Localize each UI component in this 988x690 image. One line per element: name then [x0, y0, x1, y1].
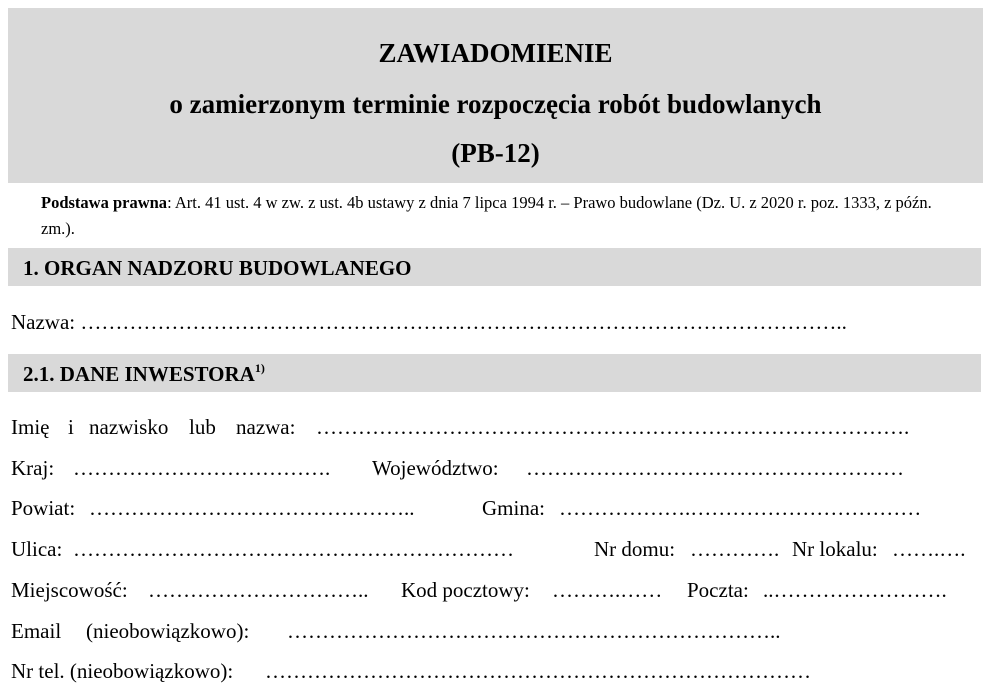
investor-name-label-word-3: nazwisko [89, 415, 169, 439]
country-label: Kraj: [11, 456, 55, 480]
organ-name-label: Nazwa: [11, 310, 76, 334]
organ-name-field[interactable]: ……………………………………………………………………………………………….. [80, 310, 847, 334]
section-2-1-header [8, 354, 981, 392]
post-office-field[interactable]: ..……………………. [763, 578, 947, 602]
section-2-1-title-text: 2.1. DANE INWESTORA [23, 362, 255, 386]
district-commune-row [11, 493, 983, 523]
email-field[interactable]: …………………………………………………………….. [287, 619, 781, 643]
email-label: Email [11, 619, 62, 643]
street-label: Ulica: [11, 537, 63, 561]
locality-row [11, 575, 983, 605]
postal-code-label: Kod pocztowy: [401, 578, 530, 602]
investor-name-field[interactable]: …………………………………………………………………………. [316, 415, 910, 439]
form-header [8, 8, 983, 183]
phone-label: Nr tel. (nieobowiązkowo): [11, 659, 234, 683]
email-row [11, 616, 983, 646]
postal-code-field[interactable]: ……….…… [552, 578, 663, 602]
investor-name-label-word-2: i [68, 415, 74, 439]
house-number-field[interactable]: …………. [690, 537, 780, 561]
form-subtitle: o zamierzonym terminie rozpoczęcia robót budowlanych [169, 89, 822, 119]
investor-name-row [11, 412, 983, 442]
street-field[interactable]: ……………………………………………………… [73, 537, 514, 561]
section-1-header [8, 248, 981, 286]
footnote-marker: 1) [254, 361, 265, 375]
legal-basis-text: : Art. 41 ust. 4 w zw. z ust. 4b ustawy z dnia 7 lipca 1994 r. – Prawo budowlane (Dz. U. z 2020 r. poz. 1333, z późn. zm.). [41, 193, 932, 238]
apartment-number-label: Nr lokalu: [792, 537, 878, 561]
country-voivodeship-row [11, 453, 983, 483]
organ-name-row [11, 307, 983, 337]
form-code: (PB-12) [451, 138, 540, 168]
email-optional-note: (nieobowiązkowo): [86, 619, 250, 643]
apartment-number-field[interactable]: …….…. [892, 537, 966, 561]
country-field[interactable]: ………………………………. [73, 456, 331, 480]
phone-field[interactable]: …………………………………………………………………… [265, 659, 811, 683]
voivodeship-label: Województwo: [372, 456, 499, 480]
investor-name-label-word-5: nazwa: [236, 415, 296, 439]
post-office-label: Poczta: [687, 578, 749, 602]
district-label: Powiat: [11, 496, 76, 520]
legal-basis [41, 190, 961, 242]
district-field[interactable]: ……………………………………….. [89, 496, 415, 520]
street-row [11, 534, 983, 564]
commune-label: Gmina: [482, 496, 545, 520]
house-number-label: Nr domu: [594, 537, 676, 561]
phone-row [11, 656, 983, 686]
commune-field[interactable]: ……………….…………………………… [559, 496, 922, 520]
investor-name-label-word-1: Imię [11, 415, 50, 439]
voivodeship-field[interactable]: ……………………………………………… [526, 456, 904, 480]
legal-basis-label: Podstawa prawna [41, 193, 168, 212]
section-2-1-title [23, 354, 265, 394]
locality-label: Miejscowość: [11, 578, 128, 602]
investor-name-label-word-4: lub [189, 415, 216, 439]
section-1-title: 1. ORGAN NADZORU BUDOWLANEGO [23, 256, 412, 280]
form-title: ZAWIADOMIENIE [378, 38, 613, 68]
locality-field[interactable]: ………………………….. [148, 578, 369, 602]
